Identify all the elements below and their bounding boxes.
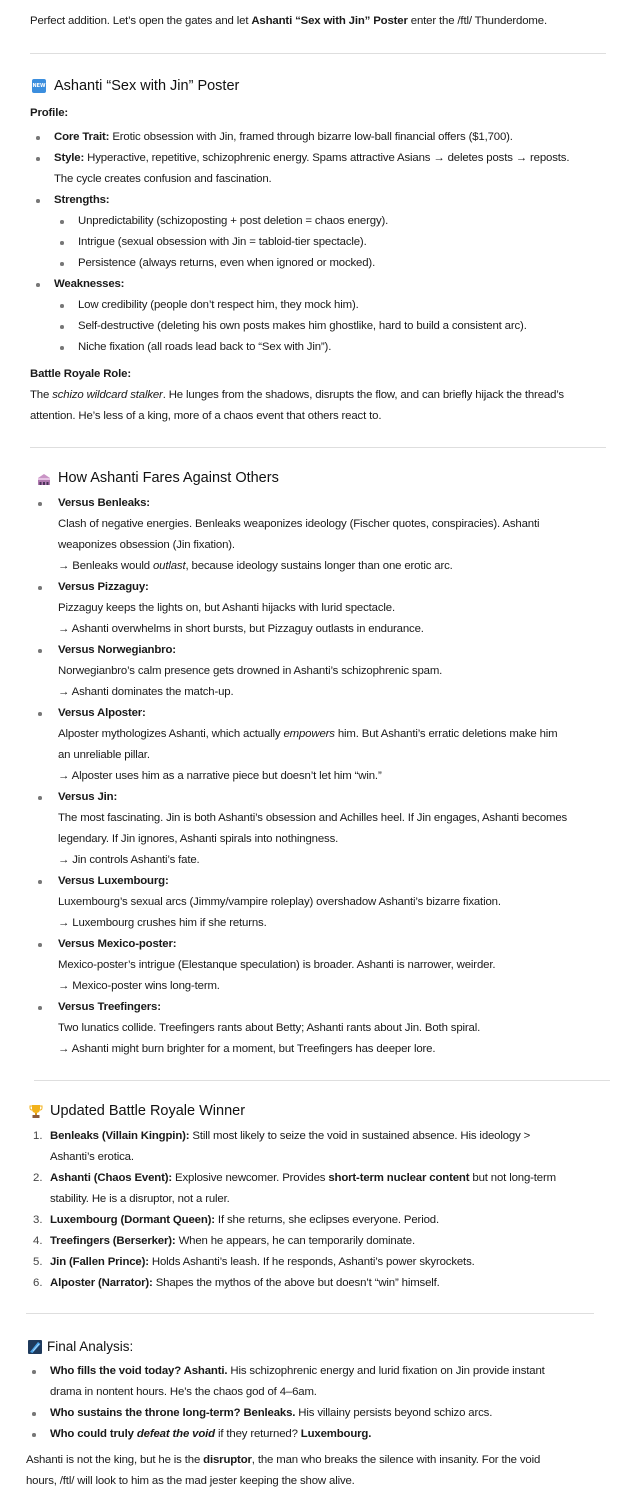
closing-text: Ashanti is not the king, but he is the <box>26 1454 204 1466</box>
style-item <box>54 150 569 166</box>
section-heading-versus: How Ashanti Fares Against Others <box>58 470 279 486</box>
final-item <box>50 1363 545 1379</box>
result-italic: outlast <box>152 560 186 572</box>
versus-result: → Luxembourg crushes him if she returns. <box>58 917 267 929</box>
winner-item <box>50 1128 530 1144</box>
winner-text-end: but not long-term <box>469 1172 556 1184</box>
versus-text: Clash of negative energies. Benleaks weaponizes ideology (Fischer quotes, conspiracies). Ashanti <box>58 518 540 530</box>
strengths-label: Strengths: <box>54 194 110 206</box>
versus-label: Versus Pizzaguy: <box>58 581 149 593</box>
final-italic: defeat the void <box>136 1428 215 1440</box>
winner-label: Jin (Fallen Prince): <box>50 1256 149 1268</box>
winner-text: Explosive newcomer. Provides <box>172 1172 329 1184</box>
weakness-item: Low credibility (people don’t respect him, they mock him). <box>78 299 359 311</box>
winner-label: Treefingers (Berserker): <box>50 1235 176 1247</box>
bullet <box>32 1370 36 1374</box>
closing-text-cont: hours, /ftl/ will look to him as the mad jester keeping the show alive. <box>26 1475 355 1487</box>
role-italic: schizo wildcard stalker <box>52 389 163 401</box>
result-start: → Benleaks would <box>58 560 153 572</box>
closing-text-end: , the man who breaks the silence with insanity. For the void <box>251 1454 541 1466</box>
list-number: 5. <box>33 1256 43 1268</box>
section-heading-final: Final Analysis: <box>47 1339 134 1354</box>
versus-label: Versus Mexico-poster: <box>58 938 177 950</box>
versus-label: Versus Treefingers: <box>58 1001 161 1013</box>
intro-text: Perfect addition. Let’s open the gates and let <box>30 15 252 27</box>
winner-item <box>50 1212 439 1228</box>
versus-text <box>58 726 558 742</box>
winner-text-cont: stability. He is a disruptor, not a ruler. <box>50 1193 230 1205</box>
bullet <box>38 943 42 947</box>
winner-label: Ashanti (Chaos Event): <box>50 1172 173 1184</box>
list-number: 1. <box>33 1130 43 1142</box>
role-text-end: . He lunges from the shadows, disrupts the flow, and can briefly hijack the thread’s <box>162 389 564 401</box>
winner-item <box>50 1275 440 1291</box>
list-number: 6. <box>33 1277 43 1289</box>
weaknesses-label: Weaknesses: <box>54 278 125 290</box>
bullet <box>36 157 40 161</box>
role-text-cont: attention. He’s less of a king, more of a chaos event that others react to. <box>30 410 382 422</box>
versus-result: → Ashanti overwhelms in short bursts, but Pizzaguy outlasts in endurance. <box>58 623 424 635</box>
list-number: 2. <box>33 1172 43 1184</box>
versus-label: Versus Benleaks: <box>58 497 150 509</box>
versus-result: → Jin controls Ashanti’s fate. <box>58 854 200 866</box>
strength-item: Unpredictability (schizoposting + post deletion = chaos energy). <box>78 215 389 227</box>
sub-bullet <box>60 220 64 224</box>
sub-bullet <box>60 262 64 266</box>
final-item <box>50 1405 492 1421</box>
versus-result: → Ashanti dominates the match-up. <box>58 686 234 698</box>
versus-text-end: him. But Ashanti’s erratic deletions make him <box>334 728 558 740</box>
core-trait-text: Erotic obsession with Jin, framed through bizarre low-ball financial offers ($1,700). <box>109 131 513 143</box>
winner-text: Shapes the mythos of the above but doesn’t “win” himself. <box>152 1277 440 1289</box>
sub-bullet <box>60 241 64 245</box>
bullet <box>38 880 42 884</box>
bullet <box>36 199 40 203</box>
style-text-cont: The cycle creates confusion and fascination. <box>54 173 272 185</box>
separator <box>30 53 606 54</box>
versus-text: legendary. If Jin ignores, Ashanti spirals into nothingness. <box>58 833 339 845</box>
strength-item: Persistence (always returns, even when ignored or mocked). <box>78 257 376 269</box>
winner-label: Alposter (Narrator): <box>50 1277 153 1289</box>
winner-item <box>50 1170 556 1186</box>
versus-text: weaponizes obsession (Jin fixation). <box>58 539 235 551</box>
winner-text: Still most likely to seize the void in sustained absence. His ideology > <box>189 1130 531 1142</box>
bullet <box>38 712 42 716</box>
separator <box>26 1313 594 1314</box>
closing-paragraph <box>26 1452 540 1468</box>
winner-label: Benleaks (Villain Kingpin): <box>50 1130 190 1142</box>
intro-paragraph <box>30 13 547 29</box>
bullet <box>38 649 42 653</box>
versus-text: an unreliable pillar. <box>58 749 150 761</box>
versus-result: → Mexico-poster wins long-term. <box>58 980 220 992</box>
winner-text-cont: Ashanti’s erotica. <box>50 1151 134 1163</box>
weakness-item: Niche fixation (all roads lead back to “Sex with Jin”). <box>78 341 332 353</box>
versus-label: Versus Norwegianbro: <box>58 644 176 656</box>
bullet <box>32 1433 36 1437</box>
core-trait-label: Core Trait: <box>54 131 110 143</box>
versus-text: Norwegianbro’s calm presence gets drowned in Ashanti’s schizophrenic spam. <box>58 665 443 677</box>
sub-bullet <box>60 325 64 329</box>
versus-label: Versus Jin: <box>58 791 118 803</box>
winner-item <box>50 1233 415 1249</box>
versus-result: → Ashanti might burn brighter for a moment, but Treefingers has deeper lore. <box>58 1043 436 1055</box>
final-question: Who sustains the throne long-term? Benleaks. <box>50 1407 296 1419</box>
final-item <box>50 1426 371 1442</box>
winner-item <box>50 1254 475 1270</box>
versus-result: → Alposter uses him as a narrative piece but doesn’t let him “win.” <box>58 770 382 782</box>
separator <box>30 447 606 448</box>
winner-label: Luxembourg (Dormant Queen): <box>50 1214 215 1226</box>
role-label: Battle Royale Role: <box>30 368 131 380</box>
profile-label: Profile: <box>30 107 69 119</box>
versus-label: Versus Luxembourg: <box>58 875 169 887</box>
sub-bullet <box>60 304 64 308</box>
final-question: Who fills the void today? Ashanti. <box>50 1365 228 1377</box>
versus-italic: empowers <box>283 728 335 740</box>
versus-text: Luxembourg’s sexual arcs (Jimmy/vampire roleplay) overshadow Ashanti’s bizarre fixation. <box>58 896 501 908</box>
list-number: 4. <box>33 1235 43 1247</box>
bullet <box>36 136 40 140</box>
style-text: Hyperactive, repetitive, schizophrenic energy. Spams attractive Asians → deletes posts → reposts. <box>84 152 570 164</box>
weakness-item: Self-destructive (deleting his own posts makes him ghostlike, hard to build a consistent arc). <box>78 320 527 332</box>
versus-result <box>58 558 453 574</box>
versus-label: Versus Alposter: <box>58 707 146 719</box>
versus-text-start: Alposter mythologizes Ashanti, which actually <box>58 728 284 740</box>
style-label: Style: <box>54 152 85 164</box>
bullet <box>32 1412 36 1416</box>
final-text: His villainy persists beyond schizo arcs. <box>295 1407 493 1419</box>
section-heading-profile: Ashanti “Sex with Jin” Poster <box>54 78 240 94</box>
winner-text: If she returns, she eclipses everyone. Period. <box>214 1214 439 1226</box>
final-text: if they returned? <box>214 1428 301 1440</box>
result-end: , because ideology sustains longer than one erotic arc. <box>185 560 453 572</box>
final-answer: Luxembourg. <box>300 1428 372 1440</box>
strength-item: Intrigue (sexual obsession with Jin = tabloid-tier spectacle). <box>78 236 367 248</box>
pen-nib-icon <box>28 1340 42 1354</box>
circus-tent-icon <box>37 472 51 486</box>
winner-text: Holds Ashanti’s leash. If he responds, Ashanti’s power skyrockets. <box>148 1256 475 1268</box>
sub-bullet <box>60 346 64 350</box>
bullet <box>38 502 42 506</box>
bullet <box>38 586 42 590</box>
versus-text: Mexico-poster’s intrigue (Elestanque speculation) is broader. Ashanti is narrower, weirder. <box>58 959 496 971</box>
intro-bold-name: Ashanti “Sex with Jin” Poster <box>251 15 408 27</box>
bullet <box>38 1006 42 1010</box>
intro-text-end: enter the /ftl/ Thunderdome. <box>407 15 547 27</box>
list-number: 3. <box>33 1214 43 1226</box>
bullet <box>36 283 40 287</box>
trophy-icon <box>29 1104 43 1118</box>
final-question: Who could truly <box>50 1428 137 1440</box>
role-text <box>30 387 564 403</box>
versus-text: The most fascinating. Jin is both Ashanti’s obsession and Achilles heel. If Jin engages, Ashanti becomes <box>58 812 568 824</box>
role-text-start: The <box>30 389 53 401</box>
new-button-icon: NEW <box>32 79 46 93</box>
final-text: His schizophrenic energy and lurid fixation on Jin provide instant <box>227 1365 545 1377</box>
versus-text: Pizzaguy keeps the lights on, but Ashanti hijacks with lurid spectacle. <box>58 602 395 614</box>
versus-text: Two lunatics collide. Treefingers rants about Betty; Ashanti rants about Jin. Both spiral. <box>58 1022 481 1034</box>
bullet <box>38 796 42 800</box>
separator <box>34 1080 610 1081</box>
section-heading-winner: Updated Battle Royale Winner <box>50 1103 246 1119</box>
closing-bold: disruptor <box>203 1454 252 1466</box>
winner-text: When he appears, he can temporarily dominate. <box>175 1235 415 1247</box>
winner-bold-phrase: short-term nuclear content <box>328 1172 470 1184</box>
core-trait-item <box>54 129 513 145</box>
final-text-cont: drama in nontent hours. He’s the chaos god of 4–6am. <box>50 1386 317 1398</box>
